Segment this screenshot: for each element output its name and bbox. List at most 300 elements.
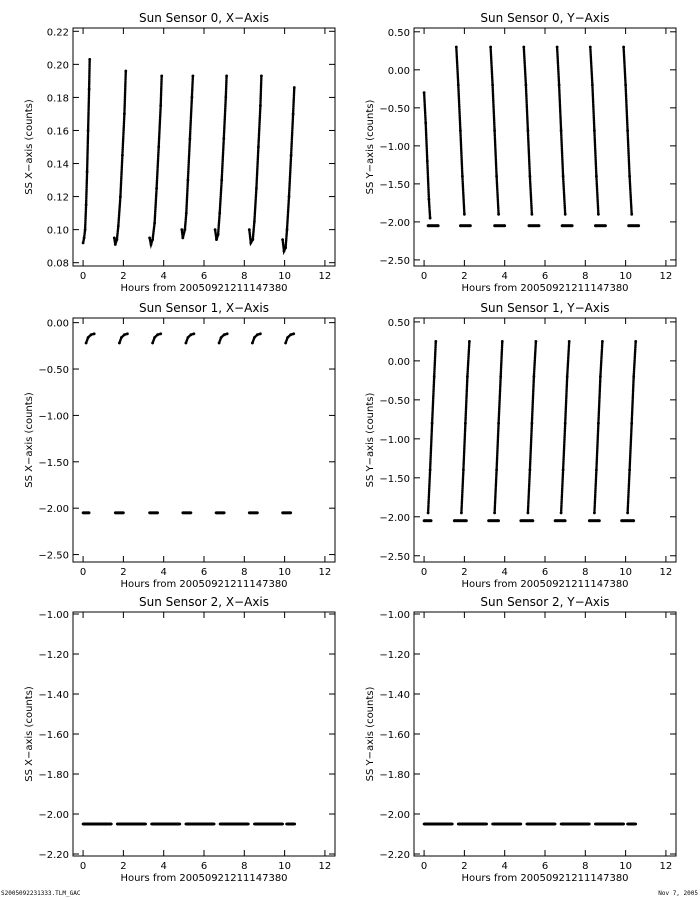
y-tick-label: −0.50	[379, 395, 410, 407]
data-point	[459, 129, 462, 132]
data-point	[151, 238, 154, 241]
y-axis-label: SS X−axis (counts)	[24, 686, 35, 782]
data-point	[519, 519, 522, 522]
data-point	[93, 332, 96, 335]
plot-frame	[73, 318, 335, 562]
data-point	[153, 336, 156, 339]
data-trace	[150, 76, 162, 245]
data-point	[122, 511, 125, 514]
data-point	[187, 336, 190, 339]
data-point	[423, 91, 426, 94]
data-point	[222, 137, 225, 140]
data-trace	[495, 341, 503, 513]
y-tick-label: 0.14	[46, 159, 69, 171]
y-tick-label: −2.50	[379, 551, 410, 563]
plot-frame	[414, 318, 676, 562]
chart-title: Sun Sensor 0, X−Axis	[138, 11, 270, 25]
data-point	[522, 46, 525, 49]
data-point	[110, 823, 113, 826]
y-tick-label: −1.00	[38, 610, 69, 621]
data-trace	[528, 341, 536, 513]
data-point	[427, 512, 430, 515]
data-point	[153, 222, 156, 225]
data-trace	[283, 88, 295, 252]
x-tick-label: 8	[241, 271, 248, 282]
data-point	[292, 332, 295, 335]
series-0	[82, 58, 296, 253]
data-point	[117, 225, 120, 228]
data-point	[288, 195, 291, 198]
data-point	[180, 228, 183, 231]
data-point	[185, 342, 188, 345]
data-point	[434, 340, 437, 343]
x-tick-label: 2	[461, 861, 468, 872]
data-trace	[114, 71, 126, 245]
data-point	[620, 519, 623, 522]
x-tick-label: 10	[619, 567, 632, 578]
y-tick-label: −1.20	[379, 650, 410, 661]
y-tick-label: −1.00	[379, 610, 410, 621]
data-trace	[249, 76, 261, 243]
data-point	[116, 823, 119, 826]
footer-date: Nov 7, 2005	[658, 890, 698, 897]
x-tick-label: 10	[278, 861, 291, 872]
y-axis-label: SS Y−axis (counts)	[365, 686, 376, 782]
data-point	[495, 469, 498, 472]
data-point	[593, 129, 596, 132]
x-tick-label: 4	[160, 861, 167, 872]
data-point	[527, 129, 530, 132]
data-point	[151, 342, 154, 345]
data-point	[455, 46, 458, 49]
x-tick-label: 12	[659, 861, 673, 872]
data-point	[589, 46, 592, 49]
data-point	[531, 422, 534, 425]
data-point	[628, 175, 631, 178]
data-point	[503, 224, 506, 227]
data-point	[86, 170, 89, 173]
data-point	[285, 823, 288, 826]
data-point	[259, 104, 262, 107]
data-point	[527, 512, 530, 515]
chart-panel-2	[24, 301, 335, 590]
data-point	[588, 823, 591, 826]
data-point	[588, 519, 591, 522]
y-tick-label: −1.00	[379, 141, 410, 153]
data-point	[626, 129, 629, 132]
data-point	[437, 224, 440, 227]
data-point	[519, 823, 522, 826]
x-axis-label: Hours from 20050921211147380	[461, 579, 629, 590]
data-point	[433, 375, 436, 378]
data-point	[224, 96, 227, 99]
x-tick-label: 8	[582, 567, 589, 578]
data-point	[217, 233, 220, 236]
data-point	[568, 340, 571, 343]
data-point	[148, 237, 151, 240]
data-point	[155, 187, 158, 190]
data-point	[495, 175, 498, 178]
y-tick-label: −2.00	[379, 512, 410, 524]
y-tick-label: 0.00	[387, 356, 410, 368]
y-tick-label: 0.18	[46, 93, 69, 105]
data-point	[293, 86, 296, 89]
y-tick-label: −2.20	[379, 850, 410, 861]
data-point	[468, 340, 471, 343]
data-point	[148, 511, 151, 514]
data-point	[253, 823, 256, 826]
y-tick-label: −2.50	[38, 550, 69, 562]
y-axis-label: SS X−axis (counts)	[24, 99, 35, 195]
data-point	[626, 823, 629, 826]
data-point	[190, 511, 193, 514]
data-point	[123, 113, 126, 116]
data-point	[248, 511, 251, 514]
data-point	[532, 519, 535, 522]
data-point	[601, 340, 604, 343]
data-point	[120, 336, 123, 339]
chart-panel-5	[365, 595, 676, 884]
data-point	[564, 519, 567, 522]
data-point	[560, 129, 563, 132]
y-tick-label: 0.50	[387, 27, 410, 39]
data-point	[457, 84, 460, 87]
data-point	[185, 212, 188, 215]
chart-panel-1	[365, 11, 676, 294]
data-point	[598, 519, 601, 522]
data-point	[465, 519, 468, 522]
data-point	[424, 122, 427, 125]
series-0	[85, 332, 295, 344]
data-point	[591, 84, 594, 87]
x-tick-label: 2	[120, 861, 127, 872]
data-point	[118, 342, 121, 345]
data-point	[88, 511, 91, 514]
y-tick-label: 0.00	[387, 65, 410, 77]
y-tick-label: −1.40	[38, 690, 69, 701]
x-tick-label: 12	[318, 567, 332, 578]
data-point	[558, 84, 561, 87]
data-point	[253, 336, 256, 339]
data-trace	[461, 341, 469, 513]
data-point	[150, 823, 153, 826]
data-point	[526, 823, 529, 826]
chart-title: Sun Sensor 1, X−Axis	[138, 301, 270, 315]
y-tick-label: 0.20	[46, 60, 69, 72]
data-point	[595, 175, 598, 178]
y-tick-label: 0.12	[46, 192, 69, 204]
data-point	[144, 823, 147, 826]
x-tick-label: 6	[200, 271, 208, 282]
data-point	[225, 75, 228, 78]
data-point	[289, 333, 292, 336]
x-tick-label: 10	[278, 271, 291, 282]
data-point	[538, 224, 541, 227]
data-point	[193, 332, 196, 335]
x-axis-label: Hours from 20050921211147380	[120, 283, 288, 294]
data-point	[497, 519, 500, 522]
data-point	[597, 422, 600, 425]
data-trace	[561, 341, 569, 513]
data-point	[632, 519, 635, 522]
data-point	[489, 46, 492, 49]
data-point	[249, 242, 252, 245]
y-tick-label: −1.80	[38, 770, 69, 781]
plot-frame	[73, 28, 335, 266]
data-point	[560, 512, 563, 515]
data-point	[525, 84, 528, 87]
x-tick-label: 10	[619, 271, 632, 282]
data-point	[561, 224, 564, 227]
data-point	[622, 46, 625, 49]
data-point	[160, 75, 163, 78]
data-point	[427, 224, 430, 227]
chart-title: Sun Sensor 1, Y−Axis	[480, 301, 610, 315]
data-point	[213, 823, 216, 826]
data-point	[423, 823, 426, 826]
data-point	[85, 342, 88, 345]
data-point	[431, 422, 434, 425]
x-tick-label: 2	[120, 271, 127, 282]
data-point	[214, 228, 217, 231]
data-point	[286, 336, 289, 339]
data-point	[499, 375, 502, 378]
data-point	[189, 137, 192, 140]
x-tick-label: 4	[160, 271, 167, 282]
series-0	[82, 823, 296, 826]
data-point	[215, 511, 218, 514]
data-point	[430, 519, 433, 522]
x-tick-label: 6	[200, 567, 208, 578]
data-point	[554, 519, 557, 522]
series-0	[423, 46, 633, 220]
data-point	[594, 224, 597, 227]
data-point	[626, 512, 629, 515]
data-point	[88, 58, 91, 61]
x-tick-label: 8	[241, 567, 248, 578]
data-point	[219, 823, 222, 826]
series-1	[427, 224, 640, 227]
y-tick-label: 0.22	[46, 27, 69, 39]
data-point	[226, 332, 229, 335]
x-tick-label: 0	[79, 271, 87, 282]
data-point	[564, 213, 567, 216]
data-point	[533, 375, 536, 378]
data-point	[459, 224, 462, 227]
data-point	[493, 512, 496, 515]
data-point	[184, 228, 187, 231]
data-point	[634, 340, 637, 343]
x-axis-label: Hours from 20050921211147380	[461, 873, 629, 884]
data-point	[88, 88, 91, 91]
data-point	[497, 213, 500, 216]
data-point	[187, 179, 190, 182]
data-point	[429, 469, 432, 472]
data-point	[289, 511, 292, 514]
y-tick-label: −2.00	[379, 810, 410, 821]
data-point	[464, 422, 467, 425]
y-tick-label: −1.20	[38, 650, 69, 661]
data-point	[624, 84, 627, 87]
data-point	[126, 332, 129, 335]
data-point	[156, 511, 159, 514]
data-point	[535, 340, 538, 343]
data-point	[564, 422, 567, 425]
data-trace	[83, 59, 90, 243]
data-point	[469, 224, 472, 227]
data-point	[453, 519, 456, 522]
data-point	[256, 333, 259, 336]
data-point	[426, 160, 429, 163]
data-point	[178, 823, 181, 826]
x-tick-label: 8	[582, 861, 589, 872]
data-point	[191, 96, 194, 99]
data-point	[556, 46, 559, 49]
data-point	[192, 75, 195, 78]
data-point	[501, 340, 504, 343]
y-tick-label: 0.10	[46, 225, 69, 237]
x-tick-label: 0	[420, 861, 428, 872]
y-tick-label: −1.00	[379, 434, 410, 446]
x-tick-label: 10	[278, 567, 291, 578]
plot-frame	[414, 612, 676, 856]
x-tick-label: 6	[200, 861, 208, 872]
chart-title: Sun Sensor 2, X−Axis	[138, 595, 270, 609]
footer-filename: S2005092231333.TLM_GAC	[1, 890, 81, 897]
y-tick-label: −1.50	[379, 473, 410, 485]
x-tick-label: 12	[318, 271, 332, 282]
y-tick-label: −0.50	[379, 103, 410, 115]
data-point	[259, 332, 262, 335]
y-tick-label: −1.50	[379, 179, 410, 191]
x-tick-label: 12	[318, 861, 332, 872]
data-point	[87, 129, 90, 132]
data-point	[632, 375, 635, 378]
data-point	[595, 469, 598, 472]
data-point	[251, 238, 254, 241]
data-point	[215, 238, 218, 241]
data-point	[628, 469, 631, 472]
data-point	[560, 823, 563, 826]
x-tick-label: 6	[541, 861, 549, 872]
data-point	[531, 213, 534, 216]
data-point	[622, 823, 625, 826]
y-tick-label: −1.50	[38, 457, 69, 469]
data-point	[293, 823, 296, 826]
data-point	[292, 113, 295, 116]
data-point	[423, 519, 426, 522]
x-tick-label: 6	[541, 271, 549, 282]
data-point	[82, 511, 85, 514]
data-point	[82, 242, 85, 245]
data-point	[248, 228, 251, 231]
data-point	[451, 823, 454, 826]
data-point	[181, 237, 184, 240]
data-point	[156, 333, 159, 336]
y-tick-label: −1.60	[38, 730, 69, 741]
data-point	[281, 823, 284, 826]
data-point	[260, 75, 263, 78]
x-tick-label: 12	[659, 567, 673, 578]
data-trace	[428, 341, 436, 513]
data-point	[566, 375, 569, 378]
data-point	[85, 203, 88, 206]
data-point	[83, 237, 86, 240]
y-tick-label: −1.60	[379, 730, 410, 741]
data-point	[571, 224, 574, 227]
data-point	[461, 175, 464, 178]
data-point	[114, 243, 117, 246]
x-tick-label: 0	[420, 567, 428, 578]
data-point	[82, 823, 85, 826]
data-point	[554, 823, 557, 826]
chart-panel-0	[24, 11, 335, 294]
data-point	[220, 336, 223, 339]
y-tick-label: 0.08	[46, 258, 69, 270]
x-axis-label: Hours from 20050921211147380	[461, 283, 629, 294]
x-tick-label: 0	[79, 567, 87, 578]
y-tick-label: 0.16	[46, 126, 69, 138]
data-point	[491, 84, 494, 87]
data-point	[630, 213, 633, 216]
y-tick-label: −2.20	[38, 850, 69, 861]
data-point	[428, 198, 431, 201]
data-point	[84, 228, 87, 231]
chart-panel-4	[24, 595, 335, 884]
data-point	[487, 519, 490, 522]
data-point	[113, 237, 116, 240]
data-point	[116, 238, 119, 241]
x-axis-label: Hours from 20050921211147380	[120, 579, 288, 590]
data-point	[597, 213, 600, 216]
data-point	[255, 187, 258, 190]
data-point	[247, 823, 250, 826]
data-point	[497, 422, 500, 425]
data-point	[223, 511, 226, 514]
x-tick-label: 10	[619, 861, 632, 872]
data-point	[114, 511, 117, 514]
data-point	[119, 195, 122, 198]
x-tick-label: 4	[501, 271, 508, 282]
data-point	[485, 823, 488, 826]
data-point	[220, 179, 223, 182]
data-point	[627, 224, 630, 227]
data-point	[460, 512, 463, 515]
data-point	[493, 224, 496, 227]
data-point	[251, 342, 254, 345]
data-point	[181, 511, 184, 514]
data-point	[123, 333, 126, 336]
y-tick-label: −2.50	[379, 255, 410, 267]
data-point	[185, 823, 188, 826]
x-tick-label: 8	[582, 271, 589, 282]
y-tick-label: −1.80	[379, 770, 410, 781]
data-point	[124, 70, 127, 73]
data-point	[157, 146, 160, 149]
data-point	[150, 243, 153, 246]
data-point	[466, 375, 469, 378]
x-tick-label: 6	[541, 567, 549, 578]
y-tick-label: −2.00	[379, 217, 410, 229]
x-tick-label: 4	[501, 861, 508, 872]
data-trace	[594, 341, 602, 513]
data-point	[283, 250, 286, 253]
x-tick-label: 2	[461, 271, 468, 282]
y-tick-label: −0.50	[38, 365, 69, 377]
data-point	[286, 228, 289, 231]
data-point	[429, 217, 432, 220]
chart-panel-3	[365, 301, 676, 590]
